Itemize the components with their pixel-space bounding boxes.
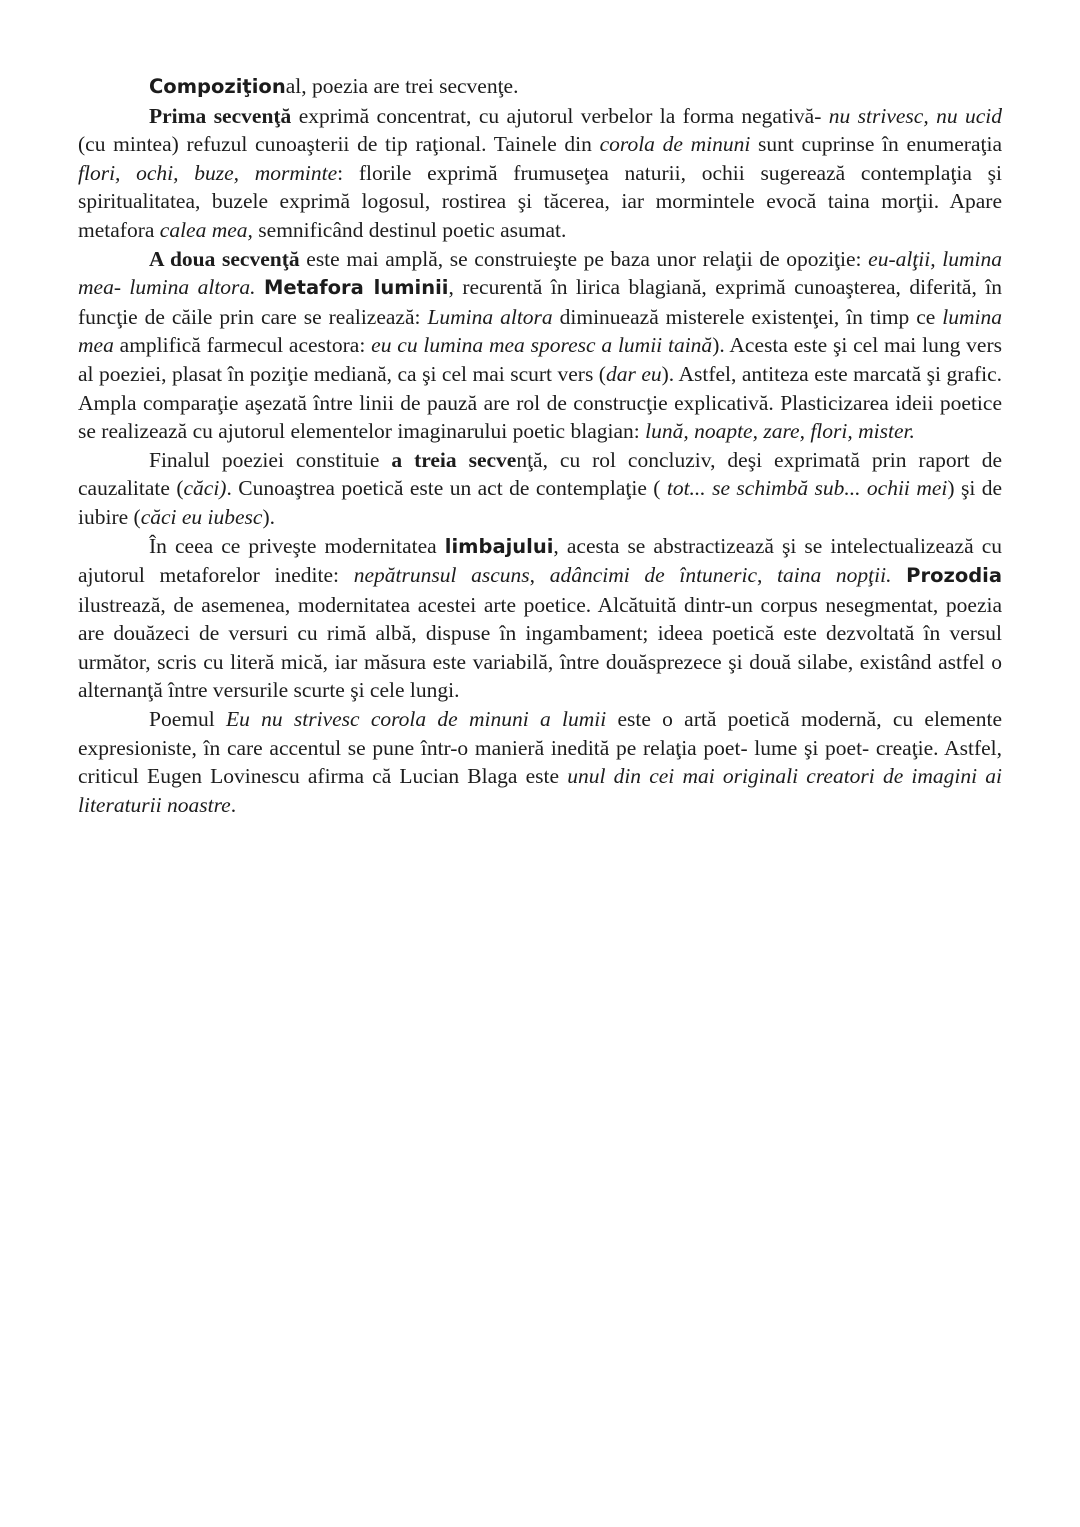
paragraph-third-sequence bbox=[78, 446, 1002, 532]
italic-quote: lună, noapte, zare, flori, mister. bbox=[645, 419, 915, 444]
bold-term: a treia secve bbox=[391, 447, 517, 472]
paragraph-first-sequence bbox=[78, 102, 1002, 245]
text-run: amplifică farmecul acestora: bbox=[113, 333, 372, 358]
text-run: ilustrează, de asemenea, modernitatea acestei arte poetice. Alcătuită dintr-un corpus nesegmentat, poezia are douăzeci de versuri cu rimă albă, dispuse în ingambament; ideea poetică este dezvoltată în versul următor, scris cu literă mică, iar măsura este variabilă, între douăsprezece şi două silabe, existând astfel o alternanţă între versurile scurte şi cele lungi. bbox=[78, 592, 1002, 703]
text-run: nţă, cu rol concluziv, deşi exprimată prin raport de cauzalitate ( bbox=[78, 447, 1002, 501]
italic-quote: taina nopţii. bbox=[777, 563, 892, 588]
italic-quote: calea mea, bbox=[159, 217, 253, 242]
italic-quote: Lumina altora bbox=[427, 304, 553, 329]
text-run: În ceea ce priveşte modernitatea bbox=[149, 533, 445, 558]
bold-term: Prozodia bbox=[906, 564, 1003, 588]
text-run: . Cunoaştrea poetică este un act de contemplaţie ( bbox=[226, 476, 667, 501]
italic-quote: eu cu lumina mea sporesc a lumii taină bbox=[371, 333, 713, 358]
text-run: exprimă concentrat, cu ajutorul verbelor la forma negativă- bbox=[291, 103, 829, 128]
text-run: Finalul poeziei constituie bbox=[149, 447, 392, 472]
italic-quote: Eu nu strivesc corola de minuni a lumii bbox=[225, 707, 607, 732]
text-run: este o artă poetică modernă, cu elemente expresioniste, în care accentul se pune într-o manieră inedită pe relaţia poet- lume şi poet- creaţie. Astfel, criticul Eugen Lovinescu afirma că Lucian Blaga este bbox=[78, 707, 1002, 789]
text-run: ). Astfel, antiteza este marcată şi grafic. Ampla comparaţie aşezată între linii de pauză are rol de construcţie explicativă. Plasticizarea ideii poetice se realizează cu ajutorul elementelor imaginarului poetic blagian: bbox=[78, 361, 1002, 444]
text-run: , bbox=[529, 563, 550, 588]
text-run: semnificând destinul poetic asumat. bbox=[252, 217, 567, 242]
text-run: ) şi de iubire ( bbox=[78, 476, 1003, 529]
paragraph-language-prosody bbox=[78, 532, 1002, 706]
italic-quote: tot... se schimbă sub... ochii mei bbox=[666, 476, 948, 501]
italic-quote: nu strivesc, nu ucid bbox=[828, 103, 1002, 128]
italic-quote: dar eu bbox=[605, 361, 662, 386]
italic-quote: flori, ochi, buze, morminte bbox=[78, 160, 338, 185]
italic-quote: eu-alţii, lumina mea- lumina altora. bbox=[78, 246, 1002, 300]
text-run: : florile exprimă frumuseţea naturii, ochii sugerează contemplaţia şi spiritualitatea, buzele exprimă logosul, rostirea şi tăcerea, iar mormintele evocă taina morţii. Apare metafora bbox=[78, 160, 1002, 242]
text-run bbox=[891, 563, 906, 587]
text-run: . bbox=[230, 792, 237, 817]
italic-quote: corola de minuni bbox=[599, 132, 751, 157]
text-run: (cu mintea) refuzul cunoaşterii de tip raţional. Tainele din bbox=[78, 132, 600, 157]
text-run: sunt cuprinse în enumeraţia bbox=[750, 132, 1002, 157]
text-run: Poemul bbox=[149, 707, 226, 732]
text-run: , recurentă în lirica blagiană, exprimă cunoaşterea, diferită, în funcţie de căile prin care se realizează: bbox=[78, 275, 1003, 329]
paragraph-second-sequence bbox=[78, 245, 1002, 446]
italic-quote: unul din cei mai originali creatori de imagini ai literaturii noastre bbox=[78, 764, 1002, 817]
bold-term: A doua secvenţă bbox=[149, 246, 300, 271]
paragraph-conclusion bbox=[78, 705, 1002, 819]
text-run: ). bbox=[262, 504, 276, 529]
bold-term: limbajului bbox=[444, 534, 554, 558]
document-body bbox=[78, 72, 1002, 819]
italic-quote: nepătrunsul ascuns bbox=[353, 563, 530, 588]
text-run: , bbox=[756, 563, 778, 588]
paragraph-composition bbox=[78, 72, 1002, 102]
bold-term: Metafora luminii bbox=[264, 276, 449, 300]
text-run: ). Acesta este şi cel mai lung vers al poeziei, plasat în poziţie mediană, ca şi cel mai scurt vers ( bbox=[78, 333, 1002, 386]
text-run: , acesta se abstractizează şi se intelectualizează cu ajutorul metaforelor inedite: bbox=[78, 533, 1002, 588]
italic-quote: adâncimi de întuneric bbox=[549, 563, 757, 588]
text-run: este mai amplă, se construieşte pe baza unor relaţii de opoziţie: bbox=[299, 246, 869, 271]
italic-quote: căci eu iubesc bbox=[140, 504, 263, 529]
text-run bbox=[256, 275, 264, 299]
bold-term: Prima secvenţă bbox=[149, 103, 292, 128]
text-run: diminuează misterele existenţei, în timp ce bbox=[552, 304, 943, 329]
italic-quote: lumina mea bbox=[78, 304, 1002, 358]
bold-term: Compoziţion bbox=[149, 75, 286, 98]
text-run: al, poezia are trei secvenţe. bbox=[285, 74, 519, 98]
italic-quote: căci) bbox=[183, 476, 227, 501]
